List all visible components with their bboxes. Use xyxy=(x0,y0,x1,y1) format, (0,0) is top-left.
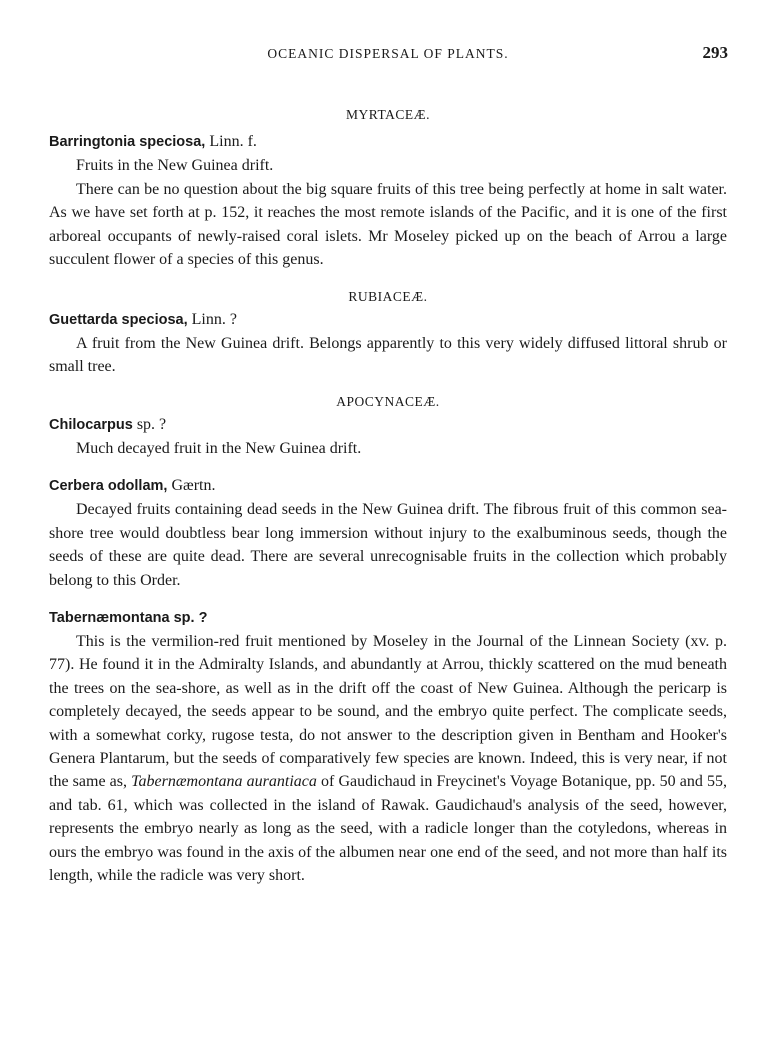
paragraph: There can be no question about the big square fruits of this tree being perfectly at home in salt water. As we have set forth at p. 152, it reaches the most remote islands of the Pacific, and it is one of the first arboreal occupants of newly-raised coral islets. Mr Moseley picked up on the beach of Arrou a large succulent flower of a species of this genus. xyxy=(49,180,727,268)
species-authority: sp. ? xyxy=(136,415,167,433)
species-authority: Linn. ? xyxy=(191,310,237,328)
paragraph: Decayed fruits containing dead seeds in the New Guinea drift. The fibrous fruit of this common sea-shore tree would doubtless bear long immersion without injury to the exalbuminous seeds, though the seeds of these are quite dead. There are several unrecognisable fruits in the collection which probably belong to this Order. xyxy=(49,501,727,589)
species-name: Cerbera odollam, xyxy=(49,478,168,494)
page-number: 293 xyxy=(702,43,728,62)
species-name: Guettarda speciosa, xyxy=(49,311,188,328)
running-title: OCEANIC DISPERSAL OF PLANTS. xyxy=(267,46,509,61)
page-body xyxy=(49,104,727,887)
family-heading-apocynaceae: APOCYNACEÆ. xyxy=(336,393,440,409)
species-authority: Gærtn. xyxy=(171,477,216,494)
species-heading-tabernaemontana: Tabernæmontana sp. ? xyxy=(49,610,208,626)
running-head xyxy=(0,42,776,68)
family-heading-myrtaceae: MYRTACEÆ. xyxy=(346,107,430,122)
species-heading-cerbera xyxy=(49,474,727,498)
species-heading-barringtonia xyxy=(49,130,727,154)
family-heading-rubiaceae: RUBIACEÆ. xyxy=(348,288,428,304)
species-name: Barringtonia speciosa, xyxy=(49,134,206,150)
species-heading-guettarda xyxy=(49,308,727,332)
paragraph xyxy=(49,630,727,887)
species-name: Chilocarpus xyxy=(49,416,133,433)
paragraph: Much decayed fruit in the New Guinea drift. xyxy=(76,439,362,457)
paragraph: A fruit from the New Guinea drift. Belongs apparently to this very widely diffused littoral shrub or small tree. xyxy=(49,334,727,375)
paragraph-text: This is the vermilion-red fruit mentioned by Moseley in the Journal of the Linnean Society (xv. p. 77). He found it in the Admiralty Islands, and abundantly at Arrou, thickly scattered on the mud beneath the trees on the sea-shore, as well as in the drift off the coast of New Guinea. Although the pericarp is completely decayed, the seeds appear to be sound, and the embryo quite perfect. The complicate seeds, with a somewhat corky, rugose testa, do not answer to the description given in Bentham and Hooker's Genera Plantarum, but the seeds of comparatively few species are known. Indeed, this is very near, if not the same as, xyxy=(49,633,727,791)
paragraph: Fruits in the New Guinea drift. xyxy=(76,157,274,174)
species-authority: Linn. f. xyxy=(209,133,257,150)
italic-species-name: Tabernæmontana aurantiaca xyxy=(131,773,317,791)
paragraph-text: of Gaudichaud in Freycinet's Voyage Botanique, pp. 50 and 55, and tab. 61, which was collected in the island of Rawak. Gaudichaud's analysis of the seed, however, represents the embryo nearly as long as the seed, with a radicle longer than the cotyledons, whereas in ours the embryo was found in the axis of the albumen near one end of the seed, and not more than half its length, while the radicle was very short. xyxy=(49,773,728,885)
species-heading-chilocarpus xyxy=(49,413,727,437)
